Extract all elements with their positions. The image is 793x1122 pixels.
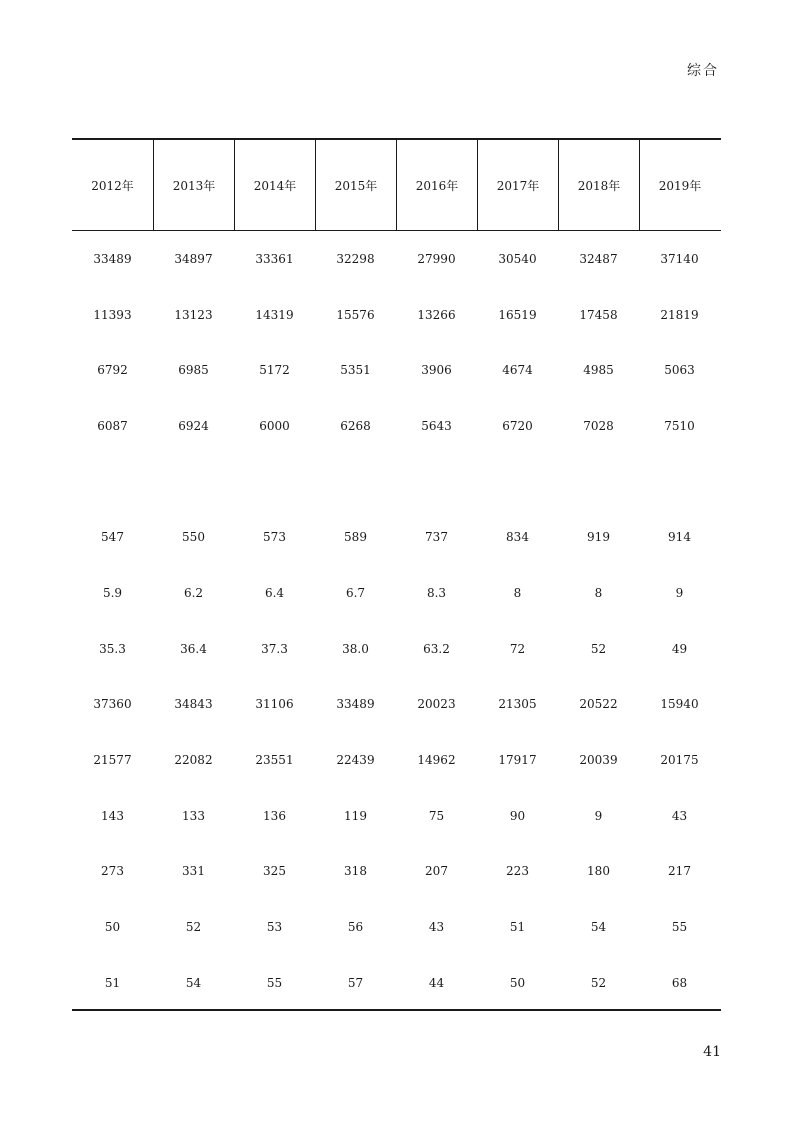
table-cell: 3906 [421, 363, 452, 378]
table-cell: 32298 [336, 251, 375, 266]
table-cell: 27990 [417, 251, 456, 266]
table-cell: 331 [182, 864, 205, 879]
table-cell: 919 [587, 530, 610, 545]
column-header: 2015年 [315, 140, 396, 230]
table-cell: 547 [101, 530, 124, 545]
table-cell: 17917 [498, 753, 537, 768]
table-cell: 43 [428, 920, 445, 935]
table-cell: 52 [590, 975, 607, 990]
table-cell: 53 [266, 920, 283, 935]
table-cell: 217 [668, 864, 691, 879]
table-cell: 550 [182, 530, 205, 545]
table-cell: 52 [185, 920, 202, 935]
table-cell: 55 [266, 975, 283, 990]
column-header: 2012年 [91, 178, 134, 193]
table-cell: 68 [671, 975, 688, 990]
table-cell: 50 [104, 920, 121, 935]
table-cell: 54 [185, 975, 202, 990]
table-cell: 6720 [502, 418, 533, 433]
table-cell: 16519 [498, 307, 537, 322]
table-cell: 4985 [583, 363, 614, 378]
table-cell: 56 [347, 920, 364, 935]
table-group-2 [72, 509, 721, 1010]
table-cell: 43 [671, 808, 688, 823]
table-cell: 8.3 [426, 585, 447, 600]
table-cell: 51 [509, 920, 526, 935]
table-cell: 914 [668, 530, 691, 545]
table-cell: 20175 [660, 753, 699, 768]
table-cell: 21819 [660, 307, 699, 322]
table-cell: 52 [590, 641, 607, 656]
table-cell: 6.7 [345, 585, 366, 600]
column-header: 2019年 [639, 140, 720, 230]
table-cell: 20039 [579, 753, 618, 768]
table-cell: 37.3 [261, 641, 288, 656]
table-cell: 573 [263, 530, 286, 545]
table-row [72, 844, 721, 900]
table-row [72, 565, 721, 621]
table-cell: 36.4 [180, 641, 207, 656]
table-row [72, 955, 721, 1011]
table-group-gap [72, 454, 721, 510]
table-cell: 15576 [336, 307, 375, 322]
table-cell: 13266 [417, 307, 456, 322]
table-cell: 318 [344, 864, 367, 879]
table-row [72, 287, 721, 343]
table-cell: 5.9 [102, 585, 123, 600]
table-cell: 13123 [174, 307, 213, 322]
column-header: 2013年 [153, 140, 234, 230]
table-cell: 5643 [421, 418, 452, 433]
table-cell: 33489 [93, 251, 132, 266]
table-row [72, 231, 721, 287]
table-cell: 17458 [579, 307, 618, 322]
table-cell: 14962 [417, 753, 456, 768]
table-cell: 5351 [340, 363, 371, 378]
table-cell: 33489 [336, 697, 375, 712]
column-header: 2016年 [396, 140, 477, 230]
table-cell: 49 [671, 641, 688, 656]
table-cell: 589 [344, 530, 367, 545]
table-cell: 15940 [660, 697, 699, 712]
table-cell: 20023 [417, 697, 456, 712]
table-row [72, 398, 721, 454]
table-cell: 133 [182, 808, 205, 823]
table-cell: 325 [263, 864, 286, 879]
table-cell: 44 [428, 975, 445, 990]
table-cell: 54 [590, 920, 607, 935]
table-cell: 6924 [178, 418, 209, 433]
table-cell: 4674 [502, 363, 533, 378]
table-header-row [72, 140, 721, 230]
table-cell: 38.0 [342, 641, 369, 656]
table-cell: 6.4 [264, 585, 285, 600]
table-cell: 20522 [579, 697, 618, 712]
table-cell: 8 [513, 585, 522, 600]
table-cell: 34843 [174, 697, 213, 712]
table-row [72, 677, 721, 733]
table-row [72, 899, 721, 955]
table-cell: 6000 [259, 418, 290, 433]
table-cell: 33361 [255, 251, 294, 266]
table-cell: 14319 [255, 307, 294, 322]
table-cell: 23551 [255, 753, 294, 768]
column-header: 2018年 [558, 140, 639, 230]
table-cell: 143 [101, 808, 124, 823]
table-cell: 55 [671, 920, 688, 935]
table-cell: 22439 [336, 753, 375, 768]
table-cell: 72 [509, 641, 526, 656]
table-cell: 57 [347, 975, 364, 990]
table-cell: 50 [509, 975, 526, 990]
table-cell: 6087 [97, 418, 128, 433]
table-cell: 35.3 [99, 641, 126, 656]
table-cell: 5172 [259, 363, 290, 378]
column-header: 2014年 [234, 140, 315, 230]
table-cell: 7510 [664, 418, 695, 433]
table-cell: 63.2 [423, 641, 450, 656]
table-cell: 31106 [255, 697, 294, 712]
table-cell: 90 [509, 808, 526, 823]
table-cell: 5063 [664, 363, 695, 378]
table-row [72, 788, 721, 844]
table-cell: 21305 [498, 697, 537, 712]
table-cell: 37360 [93, 697, 132, 712]
table-cell: 273 [101, 864, 124, 879]
table-cell: 6268 [340, 418, 371, 433]
table-cell: 9 [594, 808, 603, 823]
table-cell: 37140 [660, 251, 699, 266]
section-label: 综合 [687, 63, 719, 79]
table-row [72, 621, 721, 677]
table-cell: 7028 [583, 418, 614, 433]
table-row [72, 732, 721, 788]
table-cell: 11393 [93, 307, 132, 322]
table-cell: 207 [425, 864, 448, 879]
data-table [72, 138, 721, 1011]
table-cell: 119 [344, 808, 367, 823]
table-cell: 21577 [93, 753, 132, 768]
table-cell: 51 [104, 975, 121, 990]
table-row [72, 342, 721, 398]
table-cell: 223 [506, 864, 529, 879]
table-cell: 6.2 [183, 585, 204, 600]
table-cell: 22082 [174, 753, 213, 768]
table-cell: 75 [428, 808, 445, 823]
table-bottom-rule [72, 1009, 721, 1011]
table-row [72, 509, 721, 565]
table-cell: 32487 [579, 251, 618, 266]
table-cell: 8 [594, 585, 603, 600]
table-cell: 737 [425, 530, 448, 545]
table-cell: 34897 [174, 251, 213, 266]
column-header: 2017年 [477, 140, 558, 230]
table-cell: 6792 [97, 363, 128, 378]
table-body [72, 231, 721, 1011]
table-cell: 834 [506, 530, 529, 545]
table-cell: 136 [263, 808, 286, 823]
page-number: 41 [703, 1044, 721, 1060]
table-group-1 [72, 231, 721, 454]
table-cell: 180 [587, 864, 610, 879]
table-cell: 9 [675, 585, 684, 600]
table-cell: 6985 [178, 363, 209, 378]
table-cell: 30540 [498, 251, 537, 266]
